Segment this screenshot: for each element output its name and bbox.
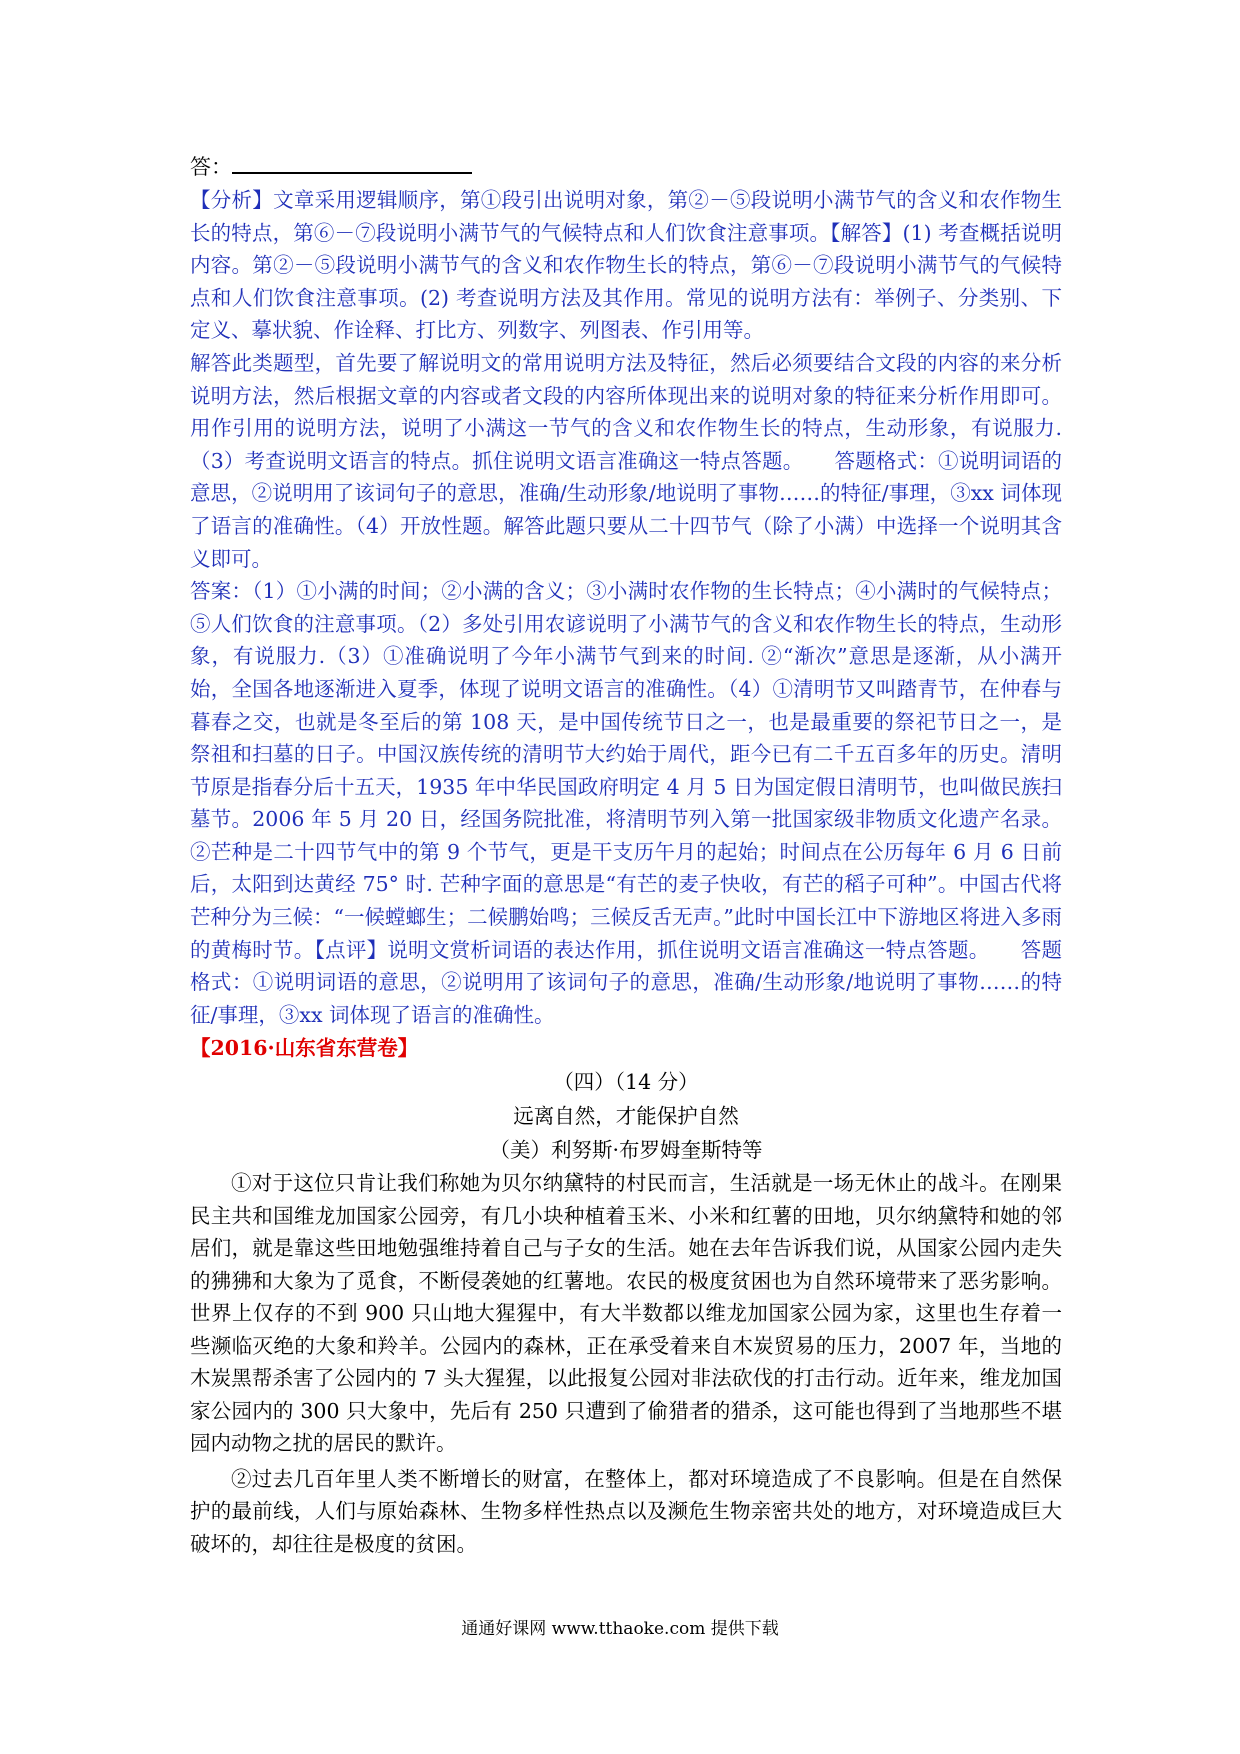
answer-paragraph: 答案：（1）①小满的时间；②小满的含义；③小满时农作物的生长特点；④小满时的气候特点；⑤人们饮食的注意事项。（2）多处引用农谚说明了小满节气的含义和农作物生长的特点，生动形象，有说服力.（3）①准确说明了今年小满节气到来的时间. ②“渐次”意思是逐渐，从小满开始，全国各地逐渐进入夏季，体现了说明文语言的准确性。（4）①清明节又叫踏青节，在仲春与暮春之交，也就是冬至后的第 108 天，是中国传统节日之一，也是最重要的祭祀节日之一，是祭祖和扫墓的日子。中国汉族传统的清明节大约始于周代，距今已有二千五百多年的历史。清明节原是指春分后十五天，1935 年中华民国政府明定 4 月 5 日为国定假日清明节，也叫做民族扫墓节。2006 年 5 月 20 日，经国务院批准，将清明节列入第一批国家级非物质文化遗产名录。②芒种是二十四节气中的第 9 个节气，更是干支历午月的起始；时间点在公历每年 6 月 6 日前后，太阳到达黄经 75° 时. 芒种字面的意思是“有芒的麦子快收，有芒的稻子可种”。中国古代将芒种分为三候：“一候螳螂生；二候鹏始鸣；三候反舌无声。”此时中国长江中下游地区将进入多雨的黄梅时节。【点评】说明文赏析词语的表达作用，抓住说明文语言准确这一特点答题。 答题格式：①说明词语的意思，②说明用了该词句子的意思，准确/生动形象/地说明了事物……的特征/事理，③xx 词体现了语言的准确性。	[190, 579, 1062, 1027]
page-footer: 通通好课网 www.tthaoke.com 提供下载	[461, 1619, 779, 1639]
document-page	[190, 150, 1062, 1563]
article-title: 远离自然，才能保护自然	[513, 1104, 739, 1129]
article-paragraph: ①对于这位只肯让我们称她为贝尔纳黛特的村民而言，生活就是一场无休止的战斗。在刚果民主共和国维龙加国家公园旁，有几小块种植着玉米、小米和红薯的田地，贝尔纳黛特和她的邻居们，就是靠这些田地勉强维持着自己与子女的生活。她在去年告诉我们说，从国家公园内走失的狒狒和大象为了觅食，不断侵袭她的红薯地。农民的极度贫困也为自然环境带来了恶劣影响。世界上仅存的不到 900 只山地大猩猩中，有大半数都以维龙加国家公园为家，这里也生存着一些濒临灭绝的大象和羚羊。公园内的森林，正在承受着来自木炭贸易的压力，2007 年，当地的木炭黑帮杀害了公园内的 7 头大猩猩，以此报复公园对非法砍伐的打击行动。近年来，维龙加国家公园内的 300 只大象中，先后有 250 只遭到了偷猎者的猎杀，这可能也得到了当地那些不堪园内动物之扰的居民的默许。	[190, 1171, 1062, 1456]
answer-blank[interactable]	[232, 150, 472, 174]
section-number: （四）（14 分）	[553, 1070, 699, 1095]
source-label: 【2016·山东省东营卷】	[190, 1036, 419, 1061]
analysis-paragraph: 解答此类题型，首先要了解说明文的常用说明方法及特征，然后必须要结合文段的内容的来分析说明方法，然后根据文章的内容或者文段的内容所体现出来的说明对象的特征来分析作用即可。用作引用的说明方法，说明了小满这一节气的含义和农作物生长的特点，生动形象，有说服力.（3）考查说明文语言的特点。抓住说明文语言准确这一特点答题。 答题格式：①说明词语的意思，②说明用了该词句子的意思，准确/生动形象/地说明了事物……的特征/事理，③xx 词体现了语言的准确性。（4）开放性题。解答此题只要从二十四节气（除了小满）中选择一个说明其含义即可。	[190, 350, 1062, 571]
analysis-paragraph: 【分析】文章采用逻辑顺序，第①段引出说明对象，第②－⑤段说明小满节气的含义和农作物生长的特点，第⑥－⑦段说明小满节气的气候特点和人们饮食注意事项。【解答】(1) 考查概括说明内容。第②－⑤段说明小满节气的含义和农作物生长的特点，第⑥－⑦段说明小满节气的气候特点和人们饮食注意事项。(2) 考查说明方法及其作用。常见的说明方法有：举例子、分类别、下定义、摹状貌、作诠释、打比方、列数字、列图表、作引用等。	[190, 188, 1062, 343]
answer-label: 答：	[190, 155, 232, 179]
article-body	[190, 1167, 1062, 1560]
article-paragraph: ②过去几百年里人类不断增长的财富，在整体上，都对环境造成了不良影响。但是在自然保护的最前线，人们与原始森林、生物多样性热点以及濒危生物亲密共处的地方，对环境造成巨大破坏的，却往往是极度的贫困。	[190, 1466, 1062, 1556]
analysis-block	[190, 184, 1062, 1031]
article-author: （美）利努斯·布罗姆奎斯特等	[489, 1138, 763, 1163]
answer-line	[190, 150, 1062, 184]
